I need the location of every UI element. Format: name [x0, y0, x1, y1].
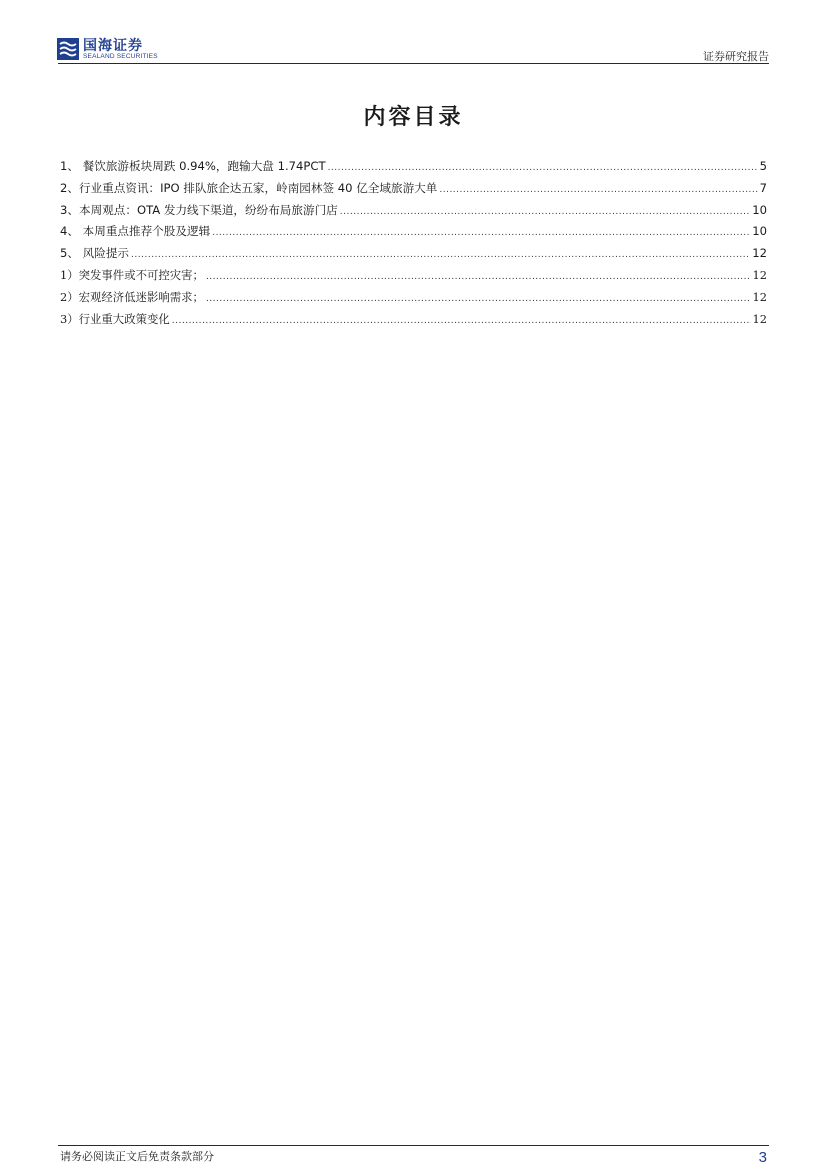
- toc-entry-page: 10: [752, 224, 767, 239]
- toc-leader-dots: [340, 207, 750, 217]
- toc-leader-dots: [172, 316, 751, 326]
- logo-chinese-name: 国海证券: [83, 38, 143, 54]
- toc-entry-page: 5: [759, 159, 767, 173]
- toc-leader-dots: [439, 185, 757, 195]
- toc-entry-text: 1、 餐饮旅游板块周跌 0.94%，跑输大盘 1.74PCT: [60, 159, 326, 173]
- toc-subentry[interactable]: [60, 289, 767, 311]
- toc-leader-dots: [206, 294, 751, 304]
- toc-subentry-text: 2）宏观经济低迷影响需求；: [60, 289, 204, 304]
- company-logo: [57, 38, 167, 62]
- toc-entry[interactable]: [60, 158, 767, 180]
- toc-subentry-page: 12: [752, 267, 767, 282]
- toc-entry[interactable]: [60, 223, 767, 245]
- toc-entry-text: 3、本周观点：OTA 发力线下渠道，纷纷布局旅游门店: [60, 202, 338, 217]
- toc-leader-dots: [206, 272, 751, 282]
- toc-entry-text: 4、 本周重点推荐个股及逻辑: [60, 224, 211, 239]
- toc-subentry[interactable]: [60, 267, 767, 289]
- toc-subentry-page: 12: [752, 289, 767, 304]
- footer-disclaimer: 请务必阅读正文后免责条款部分: [60, 1150, 214, 1163]
- toc-subentry-page: 12: [752, 311, 767, 326]
- toc-entry[interactable]: [60, 245, 767, 267]
- toc-leader-dots: [212, 228, 750, 238]
- toc-entry-text: 5、 风险提示: [60, 246, 130, 261]
- header-divider: [58, 63, 769, 64]
- toc-subentry[interactable]: [60, 311, 767, 333]
- toc-leader-dots: [131, 250, 750, 260]
- toc-leader-dots: [328, 163, 758, 173]
- toc-entry-page: 7: [759, 180, 767, 195]
- page-title: 内容目录: [363, 105, 464, 130]
- toc-entry-page: 12: [752, 246, 767, 261]
- logo-english-name: SEALAND SECURITIES: [83, 53, 158, 60]
- toc-entry[interactable]: [60, 180, 767, 202]
- toc-entry-text: 2、行业重点资讯：IPO 排队旅企达五家，岭南园林签 40 亿全域旅游大单: [60, 180, 438, 195]
- table-of-contents: [60, 158, 767, 332]
- toc-entry-page: 10: [752, 202, 767, 217]
- toc-subentry-text: 3）行业重大政策变化: [60, 311, 170, 326]
- toc-subentry-text: 1）突发事件或不可控灾害；: [60, 267, 204, 282]
- toc-entry[interactable]: [60, 202, 767, 224]
- page-number: 3: [758, 1149, 767, 1166]
- footer-divider: [58, 1145, 769, 1146]
- sealand-logo-icon: [57, 38, 79, 60]
- report-type-label: 证券研究报告: [703, 50, 769, 63]
